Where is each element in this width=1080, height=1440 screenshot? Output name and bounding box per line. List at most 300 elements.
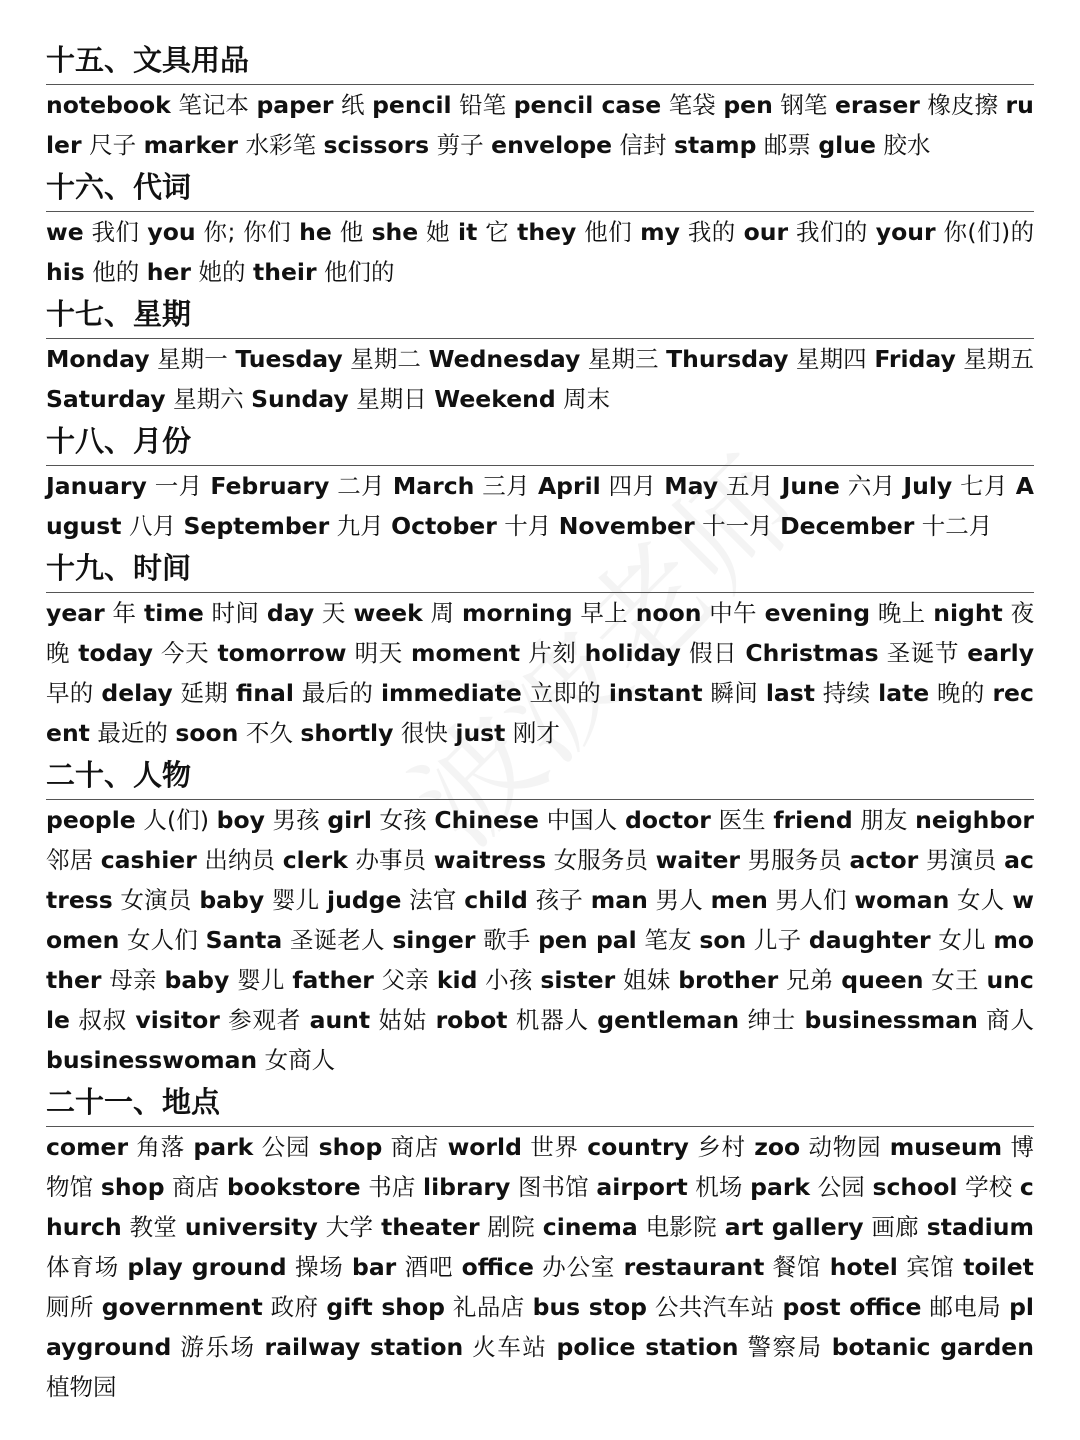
chinese-meaning: 信封 bbox=[619, 131, 667, 159]
chinese-meaning: 星期一 bbox=[157, 345, 228, 373]
vocab-entry bbox=[596, 1173, 742, 1201]
english-word: April bbox=[537, 472, 601, 500]
english-word: shop bbox=[318, 1133, 383, 1161]
vocab-entry bbox=[557, 1333, 823, 1361]
chinese-meaning: 星期五 bbox=[963, 345, 1034, 373]
english-word: comer bbox=[46, 1133, 129, 1161]
chinese-meaning: 我的 bbox=[687, 218, 736, 246]
chinese-meaning: 早上 bbox=[580, 599, 628, 627]
vocab-entry bbox=[464, 886, 583, 914]
chinese-meaning: 胶水 bbox=[883, 131, 931, 159]
english-word: he bbox=[299, 218, 332, 246]
chinese-meaning: 女孩 bbox=[379, 806, 427, 834]
vocab-entry bbox=[217, 639, 402, 667]
chinese-meaning: 十一月 bbox=[702, 512, 773, 540]
english-word: Chinese bbox=[434, 806, 539, 834]
english-word: post office bbox=[782, 1293, 922, 1321]
english-word: ruler bbox=[46, 91, 1034, 159]
vocab-entry bbox=[903, 472, 1008, 500]
english-word: week bbox=[353, 599, 423, 627]
chinese-meaning: 早的 bbox=[46, 679, 94, 707]
chinese-meaning: 我们的 bbox=[796, 218, 868, 246]
chinese-meaning: 绅士 bbox=[747, 1006, 797, 1034]
vocab-entry bbox=[353, 599, 454, 627]
vocab-section bbox=[46, 755, 1034, 1082]
vocab-entry bbox=[636, 599, 757, 627]
vocab-entry bbox=[46, 1046, 335, 1074]
chinese-meaning: 邮电局 bbox=[929, 1293, 1002, 1321]
chinese-meaning: 礼品店 bbox=[452, 1293, 525, 1321]
english-word: father bbox=[292, 966, 374, 994]
english-word: June bbox=[781, 472, 840, 500]
chinese-meaning: 办事员 bbox=[355, 846, 427, 874]
english-word: office bbox=[461, 1253, 534, 1281]
vocab-entry bbox=[533, 1293, 775, 1321]
vocab-entry bbox=[392, 926, 530, 954]
english-word: her bbox=[146, 258, 192, 286]
english-word: kid bbox=[436, 966, 478, 994]
chinese-meaning: 婴儿 bbox=[271, 886, 320, 914]
chinese-meaning: 女人们 bbox=[126, 926, 199, 954]
english-word: aunt bbox=[309, 1006, 371, 1034]
english-word: your bbox=[875, 218, 936, 246]
chinese-meaning: 书店 bbox=[368, 1173, 416, 1201]
chinese-meaning: 男演员 bbox=[925, 846, 997, 874]
vocab-entry bbox=[265, 1333, 548, 1361]
chinese-meaning: 中午 bbox=[709, 599, 757, 627]
english-word: judge bbox=[327, 886, 402, 914]
english-word: Monday bbox=[46, 345, 150, 373]
english-word: actor bbox=[849, 846, 919, 874]
english-word: girl bbox=[327, 806, 372, 834]
english-word: brother bbox=[678, 966, 779, 994]
chinese-meaning: 女商人 bbox=[264, 1046, 336, 1074]
chinese-meaning: 刚才 bbox=[512, 719, 560, 747]
english-word: church bbox=[46, 1173, 1034, 1241]
english-word: January bbox=[46, 472, 147, 500]
chinese-meaning: 叔叔 bbox=[78, 1006, 128, 1034]
english-word: government bbox=[101, 1293, 263, 1321]
chinese-meaning: 机器人 bbox=[515, 1006, 589, 1034]
vocab-entry bbox=[850, 846, 997, 874]
chinese-meaning: 铅笔 bbox=[459, 91, 507, 119]
english-word: we bbox=[46, 218, 84, 246]
chinese-meaning: 八月 bbox=[129, 512, 176, 540]
vocab-entry bbox=[235, 345, 421, 373]
english-word: country bbox=[587, 1133, 689, 1161]
chinese-meaning: 女服务员 bbox=[553, 846, 649, 874]
english-word: doctor bbox=[625, 806, 711, 834]
chinese-meaning: 歌手 bbox=[483, 926, 531, 954]
vocab-entry bbox=[448, 1133, 579, 1161]
chinese-meaning: 晚上 bbox=[877, 599, 926, 627]
vocab-entry bbox=[625, 806, 766, 834]
chinese-meaning: 女儿 bbox=[938, 926, 986, 954]
chinese-meaning: 婴儿 bbox=[237, 966, 285, 994]
chinese-meaning: 最后的 bbox=[301, 679, 374, 707]
english-word: eraser bbox=[834, 91, 920, 119]
section-title: 二十一、地点 bbox=[46, 1082, 1034, 1127]
english-word: singer bbox=[392, 926, 476, 954]
chinese-meaning: 大学 bbox=[325, 1213, 374, 1241]
vocab-entry bbox=[299, 218, 364, 246]
chinese-meaning: 世界 bbox=[530, 1133, 579, 1161]
english-word: they bbox=[517, 218, 577, 246]
chinese-meaning: 瞬间 bbox=[710, 679, 759, 707]
vocab-entry bbox=[591, 886, 703, 914]
english-word: friend bbox=[773, 806, 853, 834]
vocab-entry bbox=[429, 345, 659, 373]
chinese-meaning: 参观者 bbox=[228, 1006, 302, 1034]
english-word: women bbox=[46, 886, 1034, 954]
chinese-meaning: 六月 bbox=[847, 472, 896, 500]
vocab-entry bbox=[165, 966, 285, 994]
vocab-entry bbox=[805, 1006, 1035, 1034]
vocab-entry bbox=[745, 639, 959, 667]
vocab-section bbox=[46, 421, 1034, 548]
chinese-meaning: 体育场 bbox=[46, 1253, 120, 1281]
vocab-entry bbox=[183, 512, 383, 540]
vocab-entry bbox=[391, 512, 551, 540]
vocab-entry bbox=[841, 966, 978, 994]
english-word: day bbox=[266, 599, 315, 627]
chinese-meaning: 男服务员 bbox=[747, 846, 842, 874]
english-word: envelope bbox=[491, 131, 613, 159]
english-word: paper bbox=[256, 91, 334, 119]
chinese-meaning: 延期 bbox=[180, 679, 229, 707]
chinese-meaning: 人(们) bbox=[143, 806, 210, 834]
vocab-entry bbox=[46, 806, 209, 834]
english-word: robot bbox=[435, 1006, 508, 1034]
chinese-meaning: 立即的 bbox=[529, 679, 602, 707]
chinese-meaning: 男孩 bbox=[272, 806, 320, 834]
english-word: restaurant bbox=[623, 1253, 765, 1281]
english-word: year bbox=[46, 599, 105, 627]
chinese-meaning: 星期二 bbox=[350, 345, 422, 373]
chinese-meaning: 女王 bbox=[931, 966, 979, 994]
english-word: my bbox=[640, 218, 680, 246]
vocab-entry bbox=[144, 131, 316, 159]
english-word: August bbox=[46, 472, 1034, 540]
chinese-meaning: 商人 bbox=[986, 1006, 1035, 1034]
vocab-entry bbox=[543, 1213, 717, 1241]
vocab-entry bbox=[46, 1133, 185, 1161]
vocab-entry bbox=[319, 1133, 440, 1161]
chinese-meaning: 天 bbox=[321, 599, 346, 627]
vocab-section bbox=[46, 40, 1034, 167]
chinese-meaning: 圣诞老人 bbox=[289, 926, 385, 954]
english-word: our bbox=[743, 218, 789, 246]
vocab-entry bbox=[538, 472, 656, 500]
chinese-meaning: 假日 bbox=[688, 639, 738, 667]
english-word: pen bbox=[723, 91, 773, 119]
chinese-meaning: 笔袋 bbox=[668, 91, 716, 119]
vocab-entry bbox=[437, 966, 533, 994]
english-word: his bbox=[46, 258, 85, 286]
vocab-entry bbox=[283, 846, 426, 874]
english-word: queen bbox=[841, 966, 924, 994]
vocab-entry bbox=[597, 1006, 796, 1034]
chinese-meaning: 邮票 bbox=[763, 131, 811, 159]
vocab-entry bbox=[462, 1253, 616, 1281]
chinese-meaning: 小孩 bbox=[485, 966, 533, 994]
english-word: immediate bbox=[380, 679, 522, 707]
chinese-meaning: 图书馆 bbox=[517, 1173, 589, 1201]
chinese-meaning: 电影院 bbox=[645, 1213, 717, 1241]
english-word: hotel bbox=[829, 1253, 898, 1281]
chinese-meaning: 明天 bbox=[354, 639, 403, 667]
chinese-meaning: 你(们)的 bbox=[943, 218, 1035, 246]
english-word: people bbox=[46, 806, 136, 834]
vocab-entry bbox=[101, 1173, 220, 1201]
vocab-entry bbox=[874, 345, 1034, 373]
english-word: toilet bbox=[963, 1253, 1034, 1281]
vocab-entry bbox=[251, 385, 427, 413]
vocab-entry bbox=[491, 131, 666, 159]
vocab-entry bbox=[835, 91, 998, 119]
chinese-meaning: 办公室 bbox=[542, 1253, 616, 1281]
english-word: park bbox=[193, 1133, 254, 1161]
chinese-meaning: 周末 bbox=[563, 385, 611, 413]
chinese-meaning: 剧院 bbox=[487, 1213, 535, 1241]
chinese-meaning: 十月 bbox=[504, 512, 552, 540]
english-word: moment bbox=[411, 639, 521, 667]
chinese-meaning: 男人们 bbox=[775, 886, 847, 914]
english-word: playground bbox=[46, 1293, 1034, 1361]
vocab-entry bbox=[46, 91, 249, 119]
vocab-entry bbox=[101, 846, 275, 874]
chinese-meaning: 学校 bbox=[965, 1173, 1013, 1201]
english-word: recent bbox=[46, 679, 1034, 747]
english-word: glue bbox=[818, 131, 876, 159]
english-word: final bbox=[235, 679, 294, 707]
vocab-entry bbox=[292, 966, 429, 994]
vocab-entry bbox=[830, 1253, 955, 1281]
english-word: Santa bbox=[205, 926, 283, 954]
vocab-entry bbox=[324, 131, 484, 159]
english-word: university bbox=[184, 1213, 318, 1241]
vocab-entry bbox=[782, 472, 896, 500]
vocab-entry bbox=[236, 679, 373, 707]
vocab-entry bbox=[674, 131, 811, 159]
english-word: cashier bbox=[100, 846, 197, 874]
chinese-meaning: 夜晚 bbox=[46, 599, 1035, 667]
english-word: holiday bbox=[584, 639, 681, 667]
chinese-meaning: 教堂 bbox=[129, 1213, 178, 1241]
chinese-meaning: 他们 bbox=[584, 218, 633, 246]
vocab-entry bbox=[267, 599, 346, 627]
vocab-entry bbox=[640, 218, 736, 246]
english-word: stamp bbox=[674, 131, 757, 159]
english-word: school bbox=[872, 1173, 958, 1201]
vocab-list bbox=[46, 800, 1034, 1082]
chinese-meaning: 你; 你们 bbox=[203, 218, 292, 246]
chinese-meaning: 姑姑 bbox=[378, 1006, 428, 1034]
chinese-meaning: 餐馆 bbox=[772, 1253, 822, 1281]
vocab-entry bbox=[458, 218, 509, 246]
vocab-section bbox=[46, 167, 1034, 294]
english-word: evening bbox=[764, 599, 871, 627]
chinese-meaning: 他 bbox=[339, 218, 364, 246]
vocab-entry bbox=[381, 679, 601, 707]
english-word: library bbox=[423, 1173, 511, 1201]
vocab-entry bbox=[780, 512, 992, 540]
english-word: soon bbox=[175, 719, 239, 747]
english-word: waitress bbox=[433, 846, 547, 874]
vocab-entry bbox=[46, 218, 139, 246]
vocab-entry bbox=[559, 512, 773, 540]
english-word: Sunday bbox=[251, 385, 349, 413]
chinese-meaning: 操场 bbox=[294, 1253, 344, 1281]
chinese-meaning: 公共汽车站 bbox=[654, 1293, 775, 1321]
chinese-meaning: 博物馆 bbox=[46, 1133, 1034, 1201]
chinese-meaning: 商店 bbox=[172, 1173, 220, 1201]
english-word: November bbox=[558, 512, 695, 540]
vocab-entry bbox=[711, 886, 847, 914]
english-word: stadium bbox=[926, 1213, 1034, 1241]
chinese-meaning: 他的 bbox=[92, 258, 140, 286]
english-word: men bbox=[710, 886, 768, 914]
english-word: boy bbox=[216, 806, 265, 834]
english-word: Thursday bbox=[666, 345, 789, 373]
english-word: it bbox=[458, 218, 478, 246]
chinese-meaning: 晚的 bbox=[937, 679, 985, 707]
section-title: 十六、代词 bbox=[46, 167, 1034, 212]
english-word: Weekend bbox=[434, 385, 556, 413]
chinese-meaning: 兄弟 bbox=[786, 966, 834, 994]
section-title: 十八、月份 bbox=[46, 421, 1034, 466]
vocab-entry bbox=[217, 806, 320, 834]
vocab-entry bbox=[744, 218, 868, 246]
vocab-entry bbox=[199, 886, 319, 914]
chinese-meaning: 笔记本 bbox=[178, 91, 249, 119]
chinese-meaning: 女人 bbox=[957, 886, 1005, 914]
vocab-entry bbox=[723, 91, 827, 119]
english-word: son bbox=[699, 926, 747, 954]
english-word: today bbox=[78, 639, 153, 667]
chinese-meaning: 游乐场 bbox=[180, 1333, 256, 1361]
vocab-entry bbox=[423, 1173, 589, 1201]
chinese-meaning: 橡皮擦 bbox=[927, 91, 999, 119]
chinese-meaning: 中国人 bbox=[546, 806, 618, 834]
chinese-meaning: 四月 bbox=[608, 472, 657, 500]
chinese-meaning: 水彩笔 bbox=[245, 131, 317, 159]
vocab-entry bbox=[699, 926, 801, 954]
vocab-entry bbox=[206, 926, 385, 954]
vocab-section bbox=[46, 548, 1034, 755]
section-title: 十七、星期 bbox=[46, 294, 1034, 339]
english-word: Wednesday bbox=[428, 345, 581, 373]
english-word: their bbox=[252, 258, 317, 286]
english-word: pencil case bbox=[513, 91, 662, 119]
vocab-entry bbox=[327, 886, 457, 914]
chinese-meaning: 女演员 bbox=[120, 886, 192, 914]
vocab-entry bbox=[300, 719, 448, 747]
chinese-meaning: 持续 bbox=[822, 679, 871, 707]
chinese-meaning: 动物园 bbox=[808, 1133, 882, 1161]
vocab-entry bbox=[393, 472, 530, 500]
vocab-entry bbox=[587, 1133, 746, 1161]
chinese-meaning: 警察局 bbox=[747, 1333, 823, 1361]
chinese-meaning: 法官 bbox=[409, 886, 457, 914]
vocab-entry bbox=[540, 966, 670, 994]
english-word: Saturday bbox=[46, 385, 166, 413]
english-word: businesswoman bbox=[46, 1046, 258, 1074]
chinese-meaning: 它 bbox=[485, 218, 510, 246]
vocab-entry bbox=[434, 806, 617, 834]
chinese-meaning: 政府 bbox=[270, 1293, 319, 1321]
english-word: clerk bbox=[282, 846, 348, 874]
chinese-meaning: 她 bbox=[426, 218, 451, 246]
chinese-meaning: 商店 bbox=[390, 1133, 440, 1161]
vocab-entry bbox=[436, 1006, 589, 1034]
chinese-meaning: 星期日 bbox=[356, 385, 427, 413]
english-word: baby bbox=[199, 886, 265, 914]
english-word: early bbox=[967, 639, 1035, 667]
vocab-entry bbox=[624, 1253, 822, 1281]
english-word: pencil bbox=[372, 91, 452, 119]
english-word: airport bbox=[596, 1173, 688, 1201]
vocab-entry bbox=[462, 599, 628, 627]
english-word: shop bbox=[100, 1173, 165, 1201]
english-word: cinema bbox=[542, 1213, 638, 1241]
chinese-meaning: 片刻 bbox=[528, 639, 577, 667]
chinese-meaning: 公园 bbox=[261, 1133, 311, 1161]
chinese-meaning: 邻居 bbox=[46, 846, 94, 874]
vocab-entry bbox=[175, 719, 293, 747]
chinese-meaning: 星期四 bbox=[796, 345, 867, 373]
vocab-entry bbox=[372, 91, 506, 119]
chinese-meaning: 母亲 bbox=[109, 966, 157, 994]
english-word: Friday bbox=[874, 345, 956, 373]
vocab-entry bbox=[411, 639, 576, 667]
chinese-meaning: 年 bbox=[112, 599, 137, 627]
chinese-meaning: 钢笔 bbox=[780, 91, 828, 119]
english-word: mother bbox=[46, 926, 1034, 994]
vocab-entry bbox=[434, 385, 610, 413]
vocab-section bbox=[46, 1082, 1034, 1409]
english-word: world bbox=[447, 1133, 522, 1161]
chinese-meaning: 我们 bbox=[91, 218, 140, 246]
vocab-entry bbox=[782, 1293, 1001, 1321]
english-word: bar bbox=[352, 1253, 397, 1281]
chinese-meaning: 公园 bbox=[817, 1173, 865, 1201]
english-word: last bbox=[765, 679, 815, 707]
english-word: man bbox=[590, 886, 648, 914]
english-word: railway station bbox=[264, 1333, 464, 1361]
vocab-entry bbox=[210, 472, 385, 500]
vocab-entry bbox=[101, 679, 228, 707]
english-word: play ground bbox=[127, 1253, 287, 1281]
vocab-entry bbox=[455, 719, 560, 747]
english-word: actress bbox=[46, 846, 1034, 914]
chinese-meaning: 十二月 bbox=[921, 512, 993, 540]
english-word: gentleman bbox=[597, 1006, 740, 1034]
english-word: May bbox=[664, 472, 719, 500]
english-word: you bbox=[147, 218, 196, 246]
vocab-entry bbox=[256, 91, 364, 119]
vocab-entry bbox=[773, 806, 907, 834]
vocab-entry bbox=[46, 599, 136, 627]
chinese-meaning: 星期六 bbox=[173, 385, 244, 413]
english-word: noon bbox=[635, 599, 702, 627]
english-word: instant bbox=[608, 679, 703, 707]
english-word: businessman bbox=[804, 1006, 978, 1034]
vocab-entry bbox=[766, 679, 871, 707]
chinese-meaning: 他们的 bbox=[324, 258, 395, 286]
chinese-meaning: 剪子 bbox=[436, 131, 484, 159]
chinese-meaning: 父亲 bbox=[381, 966, 430, 994]
